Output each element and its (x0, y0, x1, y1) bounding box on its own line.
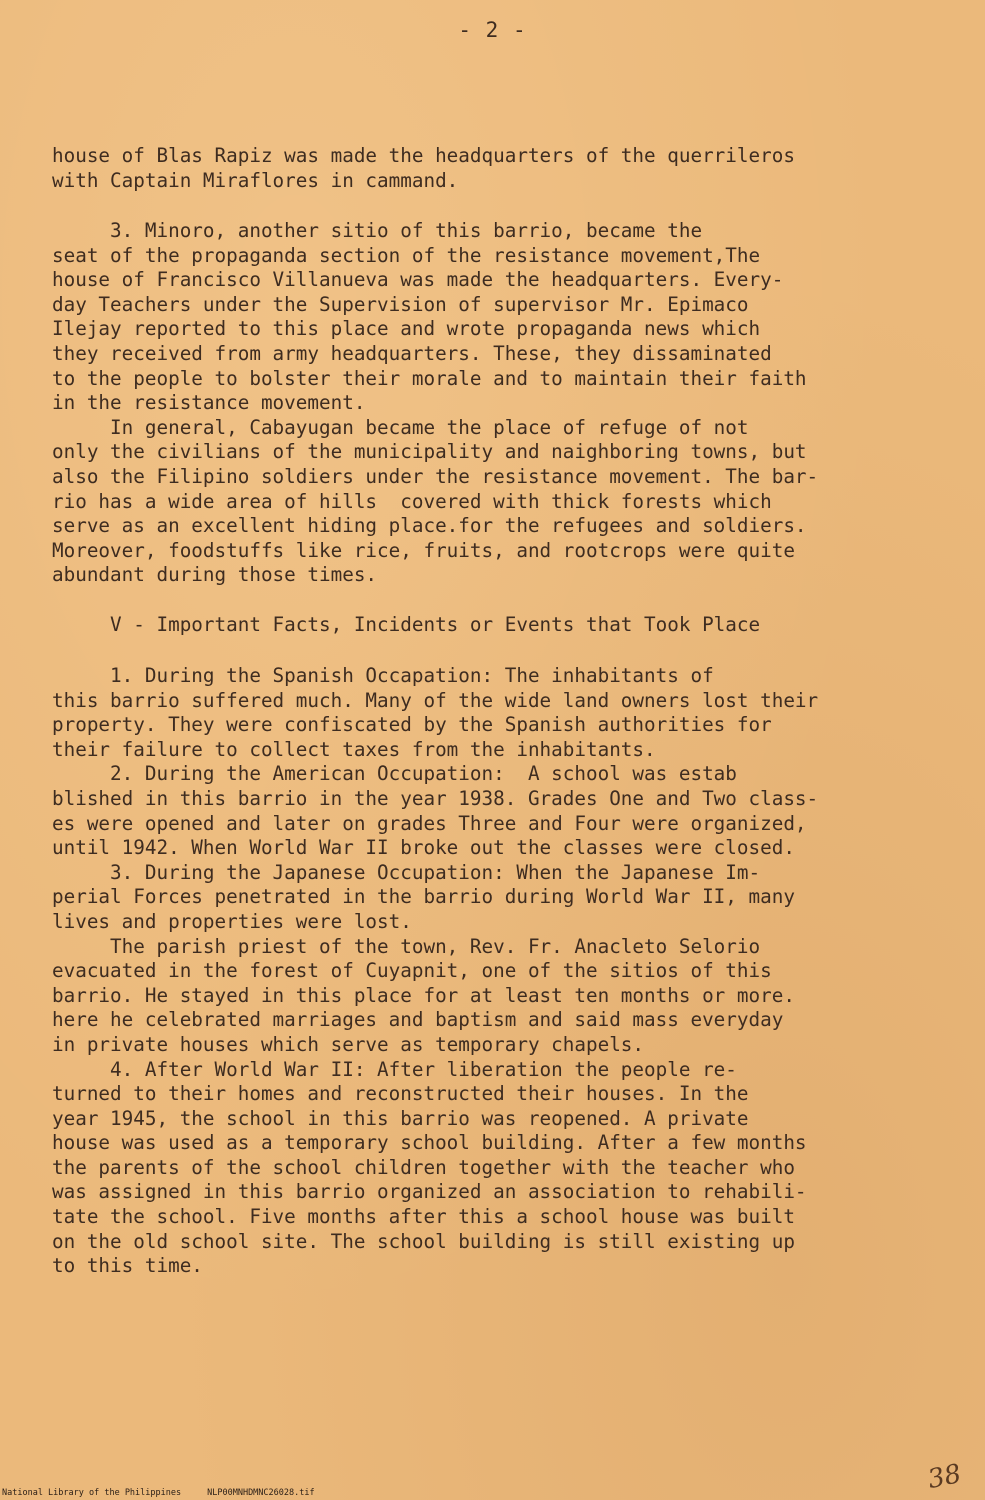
text-line: house of Francisco Villanueva was made the headquarters. Every- (52, 268, 784, 292)
text-line: their failure to collect taxes from the inhabitants. (52, 737, 656, 761)
paragraph-2 (52, 219, 972, 588)
text-line: turned to their homes and reconstructed their houses. In the (52, 1082, 749, 1106)
handwritten-page-number: 38 (925, 1458, 964, 1496)
text-line: until 1942. When World War II broke out the classes were closed. (52, 836, 795, 860)
footer-filename: NLP00MNHDMNC26028.tif (207, 1488, 315, 1498)
text-line: in the resistance movement. (52, 391, 366, 415)
text-line: to this time. (52, 1254, 203, 1278)
footer-institution: National Library of the Philippines (2, 1488, 182, 1498)
text-line: serve as an excellent hiding place.for the refugees and soldiers. (52, 514, 807, 538)
paragraph-1 (52, 144, 972, 193)
text-line: 3. During the Japanese Occupation: When the Japanese Im- (52, 860, 761, 884)
text-line: in private houses which serve as temporary chapels. (52, 1032, 645, 1056)
text-line: 1. During the Spanish Occapation: The inhabitants of (52, 664, 714, 687)
page-number: - 2 - (458, 18, 527, 42)
text-line: perial Forces penetrated in the barrio during World War II, many (52, 885, 795, 909)
text-line: evacuated in the forest of Cuyapnit, one of the sitios of this (52, 959, 772, 983)
text-line: 4. After World War II: After liberation the people re- (52, 1057, 737, 1081)
text-line: they received from army headquarters. These, they dissaminated (52, 341, 772, 365)
text-line: day Teachers under the Supervision of supervisor Mr. Epimaco (52, 292, 749, 316)
text-line: year 1945, the school in this barrio was reopened. A private (52, 1106, 749, 1130)
text-line: Moreover, foodstuffs like rice, fruits, and rootcrops were quite (52, 538, 795, 562)
text-line: on the old school site. The school building is still existing up (52, 1229, 795, 1253)
text-line: with Captain Miraflores in cammand. (52, 168, 459, 192)
text-line: this barrio suffered much. Many of the wide land owners lost their (52, 688, 819, 712)
text-line: house of Blas Rapiz was made the headquarters of the querrileros (52, 144, 795, 167)
text-line: barrio. He stayed in this place for at least ten months or more. (52, 983, 795, 1007)
text-line: also the Filipino soldiers under the resistance movement. The bar- (52, 464, 819, 488)
section-heading (52, 613, 972, 638)
archive-footer (2, 1488, 315, 1498)
text-line: here he celebrated marriages and baptism and said mass everyday (52, 1008, 784, 1032)
text-line: Ilejay reported to this place and wrote propaganda news which (52, 317, 761, 341)
text-line: blished in this barrio in the year 1938. Grades One and Two class- (52, 786, 819, 810)
text-line: was assigned in this barrio organized an association to rehabili- (52, 1180, 807, 1204)
text-line: only the civilians of the municipality and naighboring towns, but (52, 440, 807, 464)
text-line: 3. Minoro, another sitio of this barrio, became the (52, 219, 703, 242)
text-line: house was used as a temporary school building. After a few months (52, 1131, 807, 1155)
text-line: seat of the propaganda section of the resistance movement,The (52, 243, 761, 267)
paragraph-3 (52, 664, 972, 1279)
text-line: es were opened and later on grades Three and Four were organized, (52, 811, 807, 835)
text-line: 2. During the American Occupation: A school was estab (52, 762, 737, 786)
text-line: to the people to bolster their morale and to maintain their faith (52, 366, 807, 390)
text-line: In general, Cabayugan became the place of refuge of not (52, 415, 749, 439)
text-line: abundant during those times. (52, 563, 378, 587)
text-line: property. They were confiscated by the Spanish authorities for (52, 713, 772, 737)
text-line: The parish priest of the town, Rev. Fr. Anacleto Selorio (52, 934, 761, 958)
text-line: tate the school. Five months after this a school house was built (52, 1205, 795, 1229)
section-heading-text: V - Important Facts, Incidents or Events that Took Place (52, 613, 761, 636)
text-line: the parents of the school children together with the teacher who (52, 1155, 795, 1179)
text-line: lives and properties were lost. (52, 909, 412, 933)
text-line: rio has a wide area of hills covered with thick forests which (52, 489, 772, 513)
